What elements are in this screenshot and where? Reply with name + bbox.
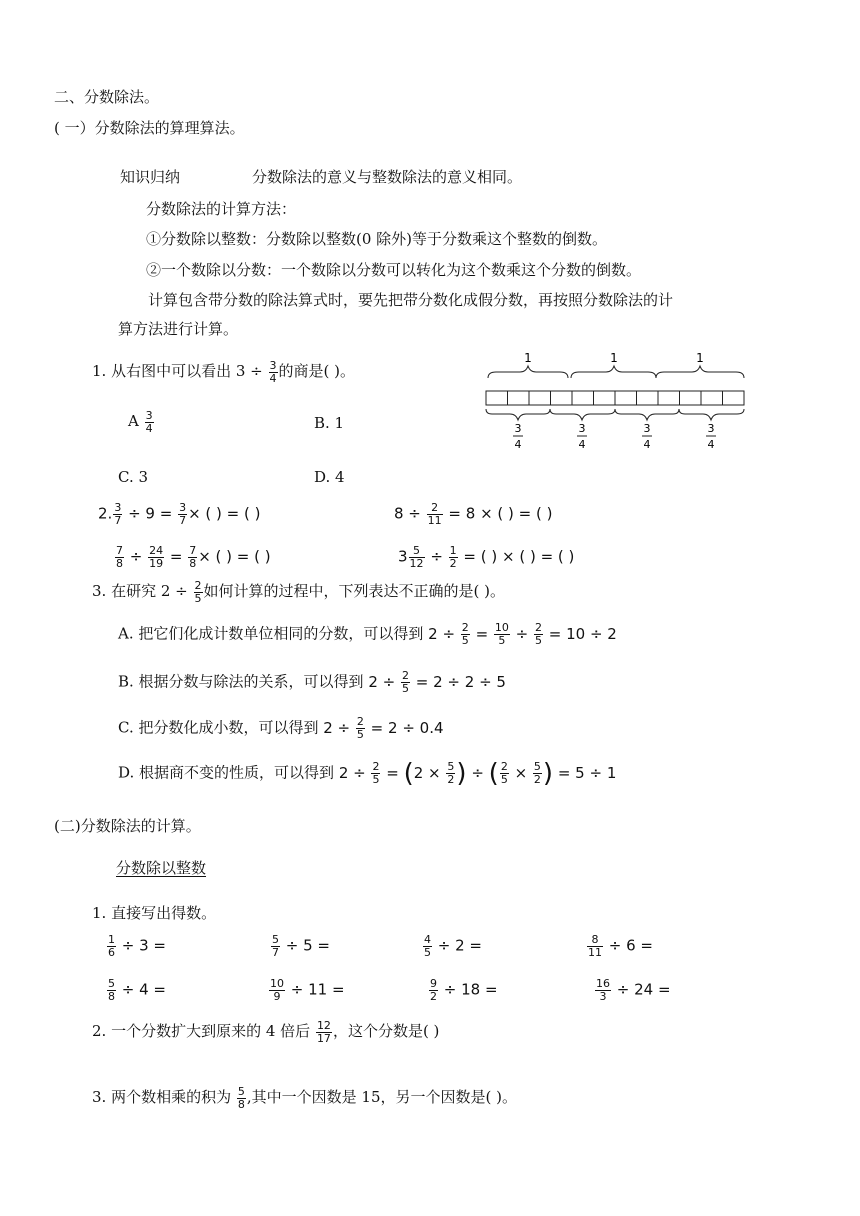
question-1-suffix: 的商是( )。 [278, 362, 355, 381]
mixed-number-line-2: 算方法进行计算。 [118, 320, 239, 338]
compute-item: $\frac{5}{8}$ ÷ 4 = [108, 977, 166, 1003]
compute-item: $\frac{5}{7}$ ÷ 5 = [272, 933, 330, 959]
compute-item: $\frac{1}{6}$ ÷ 3 = [108, 933, 166, 959]
top-label-2: 1 [610, 352, 618, 365]
q2-expression-3: $\frac{7}{8}$ ÷ $\frac{24}{19}$ = $\frac{7}{8}$ × ( ) = ( ) [116, 544, 271, 570]
bottom-brace-2 [550, 409, 615, 420]
q3-option-c[interactable]: C. 把分数化成小数，可以得到 2 ÷ $\frac{2}{5}$ = 2 ÷ 0.4 [118, 715, 444, 741]
bar-dividers [508, 391, 723, 405]
fraction: $\frac{3}{4}$ [269, 359, 277, 385]
q2-expression-4: 3 $\frac{5}{12}$ ÷ $\frac{1}{2}$ = ( ) × ( ) = ( ) [398, 544, 575, 570]
knowledge-meaning: 分数除法的意义与整数除法的意义相同。 [252, 168, 523, 186]
svg-text:4: 4 [514, 438, 522, 451]
method-title: 分数除法的计算方法： [146, 200, 297, 218]
svg-text:4: 4 [707, 438, 715, 451]
mixed-number-line-1: 计算包含带分数的除法算式时，要先把带分数化成假分数，再按照分数除法的计 [148, 291, 674, 309]
bottom-brace-3 [615, 409, 679, 420]
compute-item: $\frac{8}{11}$ ÷ 6 = [588, 933, 653, 959]
svg-text:4: 4 [643, 438, 651, 451]
top-label-3: 1 [696, 352, 704, 365]
svg-text:3: 3 [514, 422, 522, 435]
bottom-brace-1 [486, 409, 550, 420]
question-3: 3. 在研究 2 ÷ $\frac{2}{5}$ 如何计算的过程中，下列表达不正确的是( )。 [92, 579, 505, 605]
option-d[interactable]: D. 4 [314, 468, 345, 486]
compute-item: $\frac{16}{3}$ ÷ 24 = [596, 977, 671, 1003]
top-brace-2 [571, 366, 656, 378]
svg-text:3: 3 [578, 422, 586, 435]
q3-option-a[interactable]: A. 把它们化成计数单位相同的分数，可以得到 2 ÷ $\frac{2}{5}$ = $\frac{10}{5}$ ÷ $\frac{2}{5}$ = 10 ÷ 2 [118, 621, 617, 647]
question-1 [92, 360, 355, 384]
compute-item: $\frac{10}{9}$ ÷ 11 = [270, 977, 345, 1003]
q3-option-d[interactable]: D. 根据商不变的性质，可以得到 2 ÷ $\frac{2}{5}$ = (2 × $\frac{5}{2}$ ) ÷ ( $\frac{2}{5}$ × $\frac{5}{2}$ ) = 5 ÷ 1 [118, 758, 617, 788]
svg-text:4: 4 [578, 438, 586, 451]
knowledge-label: 知识归纳 [120, 168, 181, 186]
svg-text:3: 3 [643, 422, 651, 435]
q3-option-b[interactable]: B. 根据分数与除法的关系，可以得到 2 ÷ $\frac{2}{5}$ = 2 ÷ 2 ÷ 5 [118, 669, 506, 695]
compute-item: $\frac{9}{2}$ ÷ 18 = [430, 977, 498, 1003]
p2-question: 2. 一个分数扩大到原来的 4 倍后 $\frac{12}{17}$ ，这个分数是( ) [92, 1019, 440, 1045]
rule-1: ①分数除以整数：分数除以整数(0 除外)等于分数乘这个整数的倒数。 [146, 230, 608, 248]
top-brace-3 [656, 366, 744, 378]
fraction: $\frac{3}{4}$ [145, 409, 153, 435]
q2-expression-2: 8 ÷ $\frac{2}{11}$ = 8 × ( ) = ( ) [394, 501, 553, 527]
top-label-1: 1 [524, 352, 532, 365]
p1-title: 1. 直接写出得数。 [92, 904, 217, 922]
section-title: 二、分数除法。 [54, 88, 160, 106]
top-brace-1 [488, 366, 568, 378]
q2-expression-1: 2. $\frac{3}{7}$ ÷ 9 = $\frac{3}{7}$ × ( ) = ( ) [98, 501, 261, 527]
bottom-fraction-labels [513, 422, 716, 451]
question-1-prefix: 1. 从右图中可以看出 3 ÷ [92, 362, 268, 381]
subheading: 分数除以整数 [116, 859, 207, 877]
option-a[interactable]: A $\frac{3}{4}$ [128, 409, 153, 435]
compute-item: $\frac{4}{5}$ ÷ 2 = [424, 933, 482, 959]
part2-title: (二)分数除法的计算。 [54, 817, 201, 835]
rule-2: ②一个数除以分数：一个数除以分数可以转化为这个数乘这个分数的倒数。 [146, 261, 642, 279]
p3-question: 3. 两个数相乘的积为 $\frac{5}{8}$ ,其中一个因数是 15，另一个因数是( )。 [92, 1085, 517, 1111]
part1-title: ( 一）分数除法的算理算法。 [54, 119, 245, 137]
svg-text:3: 3 [707, 422, 715, 435]
option-c[interactable]: C. 3 [118, 468, 149, 486]
option-b[interactable]: B. 1 [314, 414, 345, 432]
bottom-brace-4 [679, 409, 744, 420]
division-diagram [480, 352, 750, 456]
